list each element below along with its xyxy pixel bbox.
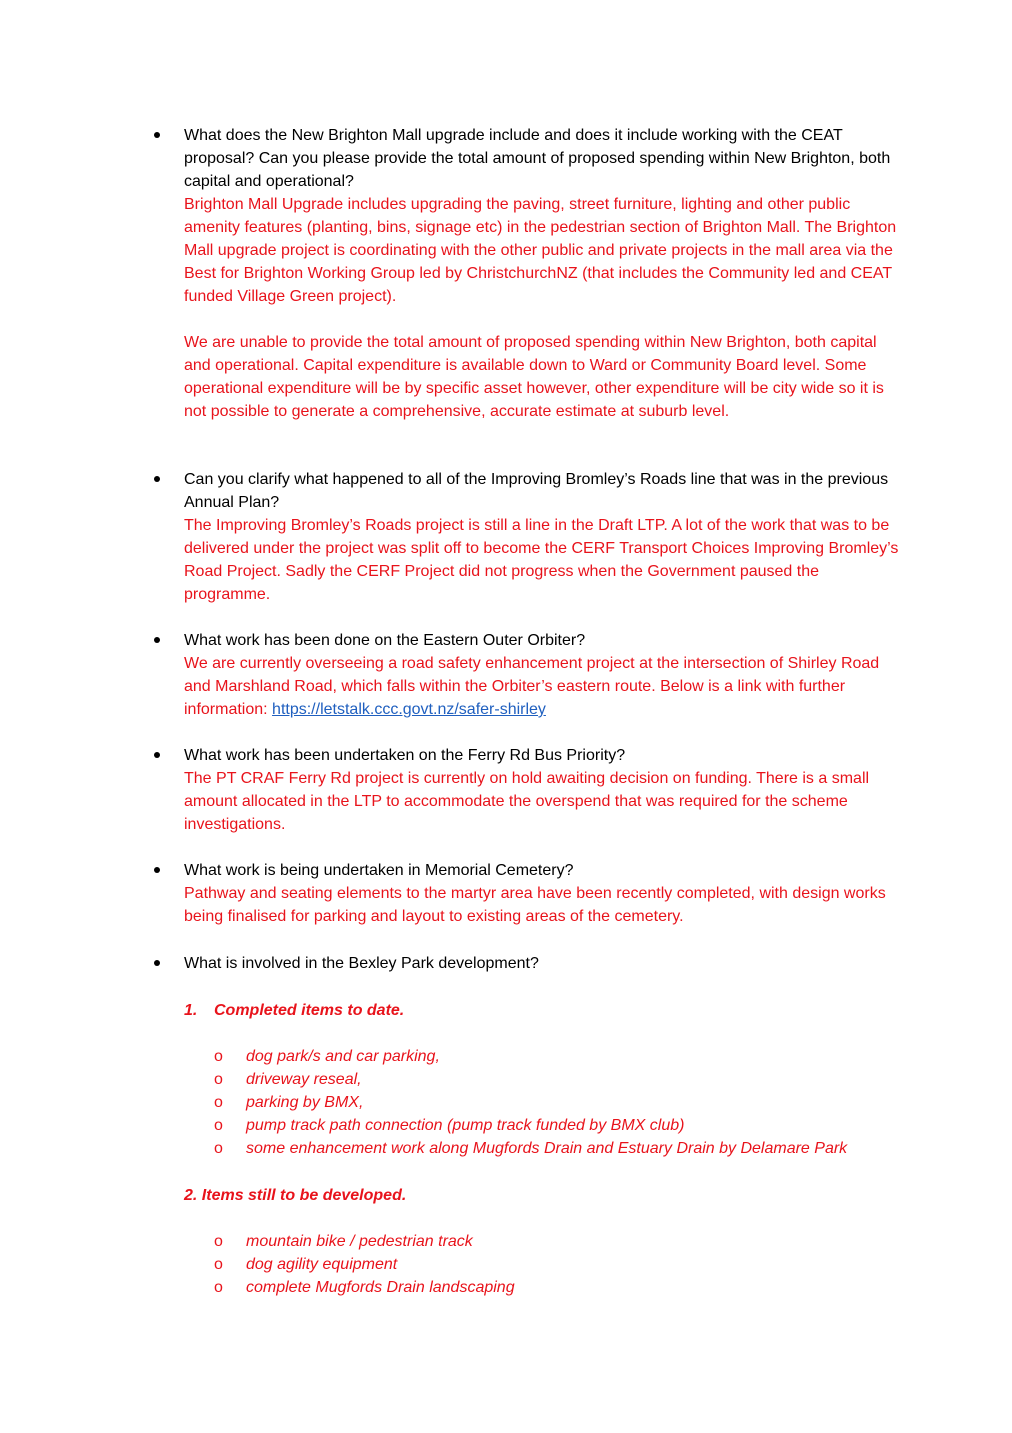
completed-heading-text: Completed items to date. xyxy=(214,1002,405,1019)
qa-item-eastern-orbiter xyxy=(184,629,904,721)
todo-list xyxy=(184,1230,515,1299)
list-item: o dog agility equipment xyxy=(184,1253,515,1276)
circle-bullet-icon: o xyxy=(214,1071,223,1088)
circle-bullet-icon: o xyxy=(214,1048,223,1065)
answer-text xyxy=(184,652,904,721)
qa-item-bexley-park xyxy=(184,952,904,975)
question-text: What work is being undertaken in Memorial Cemetery? xyxy=(184,862,574,879)
question-text: Can you clarify what happened to all of the Improving Bromley’s Roads line that was in the previous Annual Plan? xyxy=(184,471,889,511)
bullet-icon xyxy=(152,468,162,491)
answer-text: The PT CRAF Ferry Rd project is currently on hold awaiting decision on funding. There is a small amount allocated in the LTP to accommodate the overspend that was required for the scheme investigations. xyxy=(184,770,870,833)
question-text: What does the New Brighton Mall upgrade include and does it include working with the CEAT proposal? Can you please provide the total amount of proposed spending within New Brighton, both capital and operational? xyxy=(184,127,891,190)
question-text: What work has been undertaken on the Ferry Rd Bus Priority? xyxy=(184,747,626,764)
completed-heading xyxy=(184,999,404,1022)
circle-bullet-icon: o xyxy=(214,1117,223,1134)
bullet-icon xyxy=(152,744,162,767)
question-text: What work has been done on the Eastern Outer Orbiter? xyxy=(184,632,586,649)
bullet-icon xyxy=(152,952,162,975)
answer-text: Brighton Mall Upgrade includes upgrading the paving, street furniture, lighting and other public amenity features (planting, bins, signage etc) in the pedestrian section of Brighton Mall. The Brighton Mall upgrade project is coordinating with the other public and private projects in the mall area via the Best for Brighton Working Group led by ChristchurchNZ (that includes the Community led and CEAT funded Village Green project). xyxy=(184,196,897,305)
safer-shirley-link[interactable]: https://letstalk.ccc.govt.nz/safer-shirley xyxy=(272,701,546,718)
list-item: o complete Mugfords Drain landscaping xyxy=(184,1276,515,1299)
bullet-icon xyxy=(152,629,162,652)
list-item: o mountain bike / pedestrian track xyxy=(184,1230,515,1253)
list-item: o parking by BMX, xyxy=(184,1091,847,1114)
qa-item-memorial-cemetery xyxy=(184,859,904,928)
list-item: o some enhancement work along Mugfords Drain and Estuary Drain by Delamare Park xyxy=(184,1137,847,1160)
question-text: What is involved in the Bexley Park development? xyxy=(184,955,539,972)
todo-heading: 2. Items still to be developed. xyxy=(184,1187,407,1204)
circle-bullet-icon: o xyxy=(214,1094,223,1111)
completed-list xyxy=(184,1045,847,1160)
circle-bullet-icon: o xyxy=(214,1279,223,1296)
list-item: o dog park/s and car parking, xyxy=(184,1045,847,1068)
completed-number: 1. xyxy=(184,1002,198,1019)
circle-bullet-icon: o xyxy=(214,1233,223,1250)
list-item: o pump track path connection (pump track funded by BMX club) xyxy=(184,1114,847,1137)
answer-text: Pathway and seating elements to the martyr area have been recently completed, with design works being finalised for parking and layout to existing areas of the cemetery. xyxy=(184,885,886,925)
qa-item-brighton-mall xyxy=(184,124,904,423)
list-item: o driveway reseal, xyxy=(184,1068,847,1091)
qa-item-ferry-rd xyxy=(184,744,904,836)
circle-bullet-icon: o xyxy=(214,1140,223,1157)
qa-item-bromley-roads xyxy=(184,468,904,606)
answer-text: We are unable to provide the total amount of proposed spending within New Brighton, both capital and operational. Capital expenditure is available down to Ward or Community Board level. Some operational expenditure will be by specific asset however, other expenditure will be city wide so it is not possible to generate a comprehensive, accurate estimate at suburb level. xyxy=(184,334,884,420)
bullet-icon xyxy=(152,859,162,882)
answer-text: The Improving Bromley’s Roads project is still a line in the Draft LTP. A lot of the work that was to be delivered under the project was split off to become the CERF Transport Choices Improving Bromley’s Road Project. Sadly the CERF Project did not progress when the Government paused the programme. xyxy=(184,517,899,603)
circle-bullet-icon: o xyxy=(214,1256,223,1273)
answer-body: We are currently overseeing a road safety enhancement project at the intersection of Shirley Road and Marshland Road, which falls within the Orbiter’s eastern route. Below is a link with further information: xyxy=(184,655,880,718)
bullet-icon xyxy=(152,124,162,147)
